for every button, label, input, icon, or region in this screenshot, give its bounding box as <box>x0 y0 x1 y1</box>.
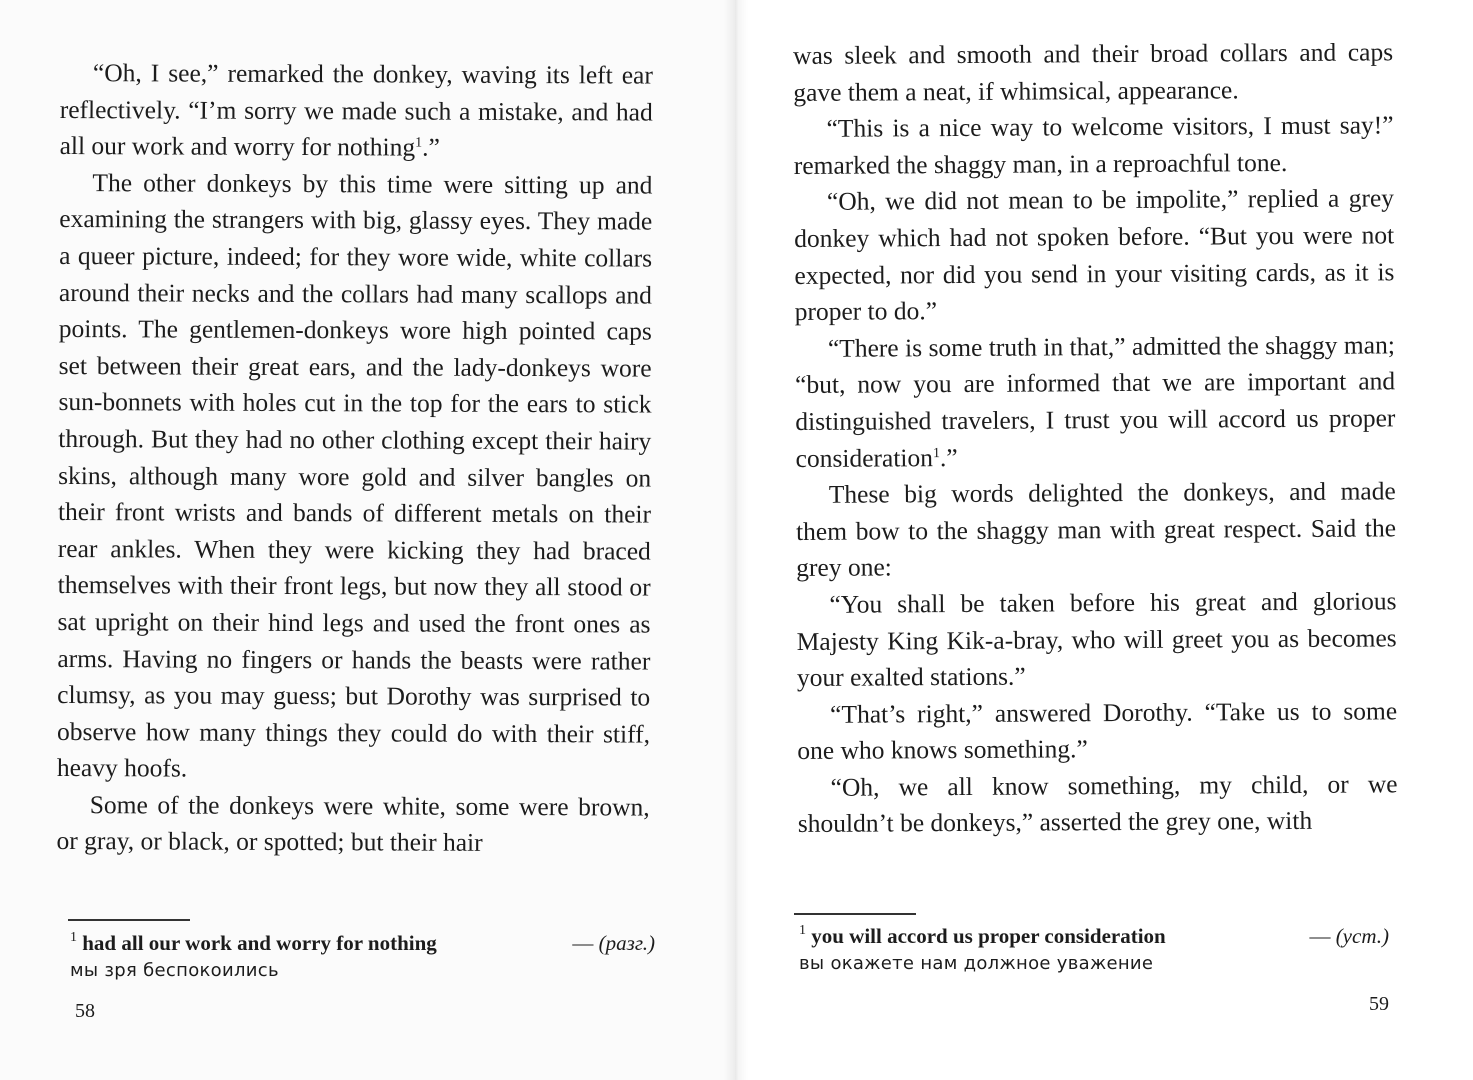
right-footnote <box>799 922 1389 978</box>
paragraph: was sleek and smooth and their broad collars and caps gave them a neat, if whimsical, appearance. <box>793 37 1394 107</box>
footnote-dash: — <box>1309 924 1331 948</box>
paragraph: “Oh, we all know something, my child, or we shouldn’t be donkeys,” asserted the grey one, with <box>797 769 1398 839</box>
footnote-number: 1 <box>799 923 806 938</box>
footnote-divider <box>68 919 190 921</box>
paragraph: “Oh, I see,” remarked the donkey, waving its left ear reflectively. “I’m sorry we made such a mistake, and had all our work and worry for nothing$^1$.” <box>59 58 653 162</box>
footnote-marker: 1 <box>932 445 940 461</box>
left-page <box>0 0 736 1080</box>
footnote-label: (разг.) <box>598 931 655 955</box>
left-body-text <box>56 55 653 863</box>
paragraph: Some of the donkeys were white, some were brown, or gray, or black, or spotted; but their hair <box>56 790 650 858</box>
footnote-dash: — <box>572 931 594 955</box>
right-page <box>736 0 1473 1080</box>
footnote-number: 1 <box>70 930 77 945</box>
page-number: 59 <box>1369 993 1389 1015</box>
paragraph: “Oh, we did not mean to be impolite,” replied a grey donkey which had not spoken before. “But you were not expected, nor did you send in your visiting cards, as it is proper to do.” <box>794 183 1395 327</box>
paragraph: “This is a nice way to welcome visitors, I must say!” remarked the shaggy man, in a reproachful tone. <box>793 110 1394 180</box>
right-body-text <box>793 34 1398 843</box>
footnote-translation: мы зря беспокоились <box>70 960 279 981</box>
page-number: 58 <box>75 1000 95 1022</box>
paragraph: These big words delighted the donkeys, and made them bow to the shaggy man with great respect. Said the grey one: <box>795 476 1397 583</box>
paragraph: “You shall be taken before his great and glorious Majesty King Kik-a-bray, who will greet you as becomes your exalted stations.” <box>796 586 1397 693</box>
footnote-marker: 1 <box>415 135 423 151</box>
left-footnote <box>70 929 655 985</box>
footnote-term: you will accord us proper consideration <box>811 924 1166 948</box>
footnote-term: had all our work and worry for nothing <box>82 931 437 955</box>
paragraph: The other donkeys by this time were sitting up and examining the strangers with big, glassy eyes. They made a queer picture, indeed; for they wore wide, white collars around their necks and the collars had many scallops and points. The gentlemen-donkeys wore high pointed caps set between their great ears, and the lady-donkeys wore sun-bonnets with holes cut in the top for the ears to stick through. But they had no other clothing except their hairy skins, although many wore gold and silver bangles on their front wrists and bands of different metals on their rear ankles. When they were kicking they had braced themselves with their front legs, but now they all stood or sat upright on their hind legs and used the front ones as arms. Having no fingers or hands the beasts were rather clumsy, as you may guess; but Dorothy was surprised to observe how many things they could do with their stiff, heavy hoofs. <box>56 167 653 783</box>
paragraph: “That’s right,” answered Dorothy. “Take us to some one who knows something.” <box>797 696 1398 766</box>
book-gutter <box>724 0 748 1080</box>
footnote-divider <box>794 913 916 915</box>
footnote-label: (уст.) <box>1335 924 1389 948</box>
footnote-translation: вы окажете нам должное уважение <box>799 953 1154 974</box>
paragraph: “There is some truth in that,” admitted the shaggy man; “but, now you are informed that we are important and distinguished travelers, I trust you will accord us proper consideration$^1$.” <box>795 330 1396 473</box>
